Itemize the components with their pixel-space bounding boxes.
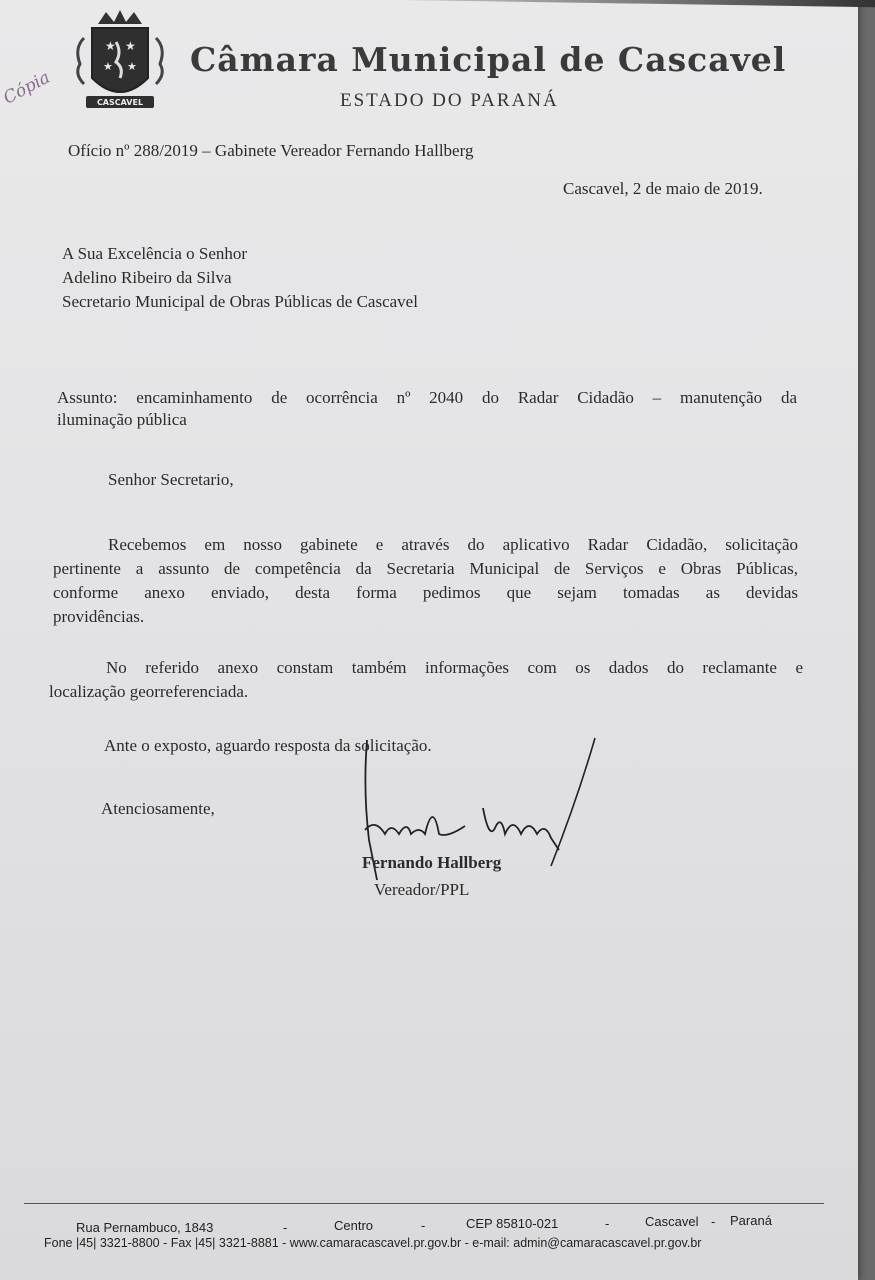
- copy-annotation: Cópia: [0, 67, 54, 109]
- svg-text:★: ★: [125, 39, 136, 53]
- footer-contact: Fone |45| 3321-8800 - Fax |45| 3321-8881 - www.camaracascavel.pr.gov.br - e-mail: admin@camaracascavel.pr.gov.br: [44, 1236, 702, 1250]
- council-title: Câmara Municipal de Cascavel: [190, 40, 787, 79]
- svg-text:★: ★: [105, 39, 116, 53]
- subject-line-2: iluminação pública: [57, 410, 187, 429]
- footer-separator: -: [711, 1214, 716, 1229]
- footer-cep: CEP 85810-021: [466, 1216, 559, 1231]
- paragraph-1-line-1: Recebemos em nosso gabinete e através do aplicativo Radar Cidadão, solicitação: [108, 535, 798, 554]
- paragraph-1-line-2: pertinente a assunto de competência da Secretaria Municipal de Serviços e Obras Públicas,: [53, 559, 798, 578]
- municipal-crest-icon: [70, 8, 170, 116]
- office-reference: Ofício nº 288/2019 – Gabinete Vereador Fernando Hallberg: [68, 141, 474, 160]
- paragraph-1-line-4: providências.: [53, 607, 145, 626]
- footer-state: Paraná: [730, 1213, 772, 1228]
- paragraph-2-line-2: localização georreferenciada.: [49, 682, 249, 701]
- subject-line-1: Assunto: encaminhamento de ocorrência nº 2040 do Radar Cidadão – manutenção da: [57, 388, 797, 407]
- footer-divider: [24, 1203, 824, 1204]
- recipient-line-2: Adelino Ribeiro da Silva: [62, 268, 232, 287]
- salutation: Senhor Secretario,: [108, 470, 234, 489]
- signer-role: Vereador/PPL: [374, 880, 470, 899]
- closing-request: Ante o exposto, aguardo resposta da solicitação.: [104, 736, 432, 755]
- footer-separator: -: [283, 1220, 288, 1235]
- recipient-line-3: Secretario Municipal de Obras Públicas de Cascavel: [62, 292, 418, 311]
- letter-date: Cascavel, 2 de maio de 2019.: [563, 179, 763, 198]
- recipient-line-1: A Sua Excelência o Senhor: [62, 244, 248, 263]
- svg-text:★: ★: [103, 60, 113, 73]
- footer-city: Cascavel: [645, 1214, 699, 1229]
- paragraph-2-line-1: No referido anexo constam também informações com os dados do reclamante e: [106, 658, 803, 677]
- crest-label: CASCAVEL: [96, 98, 144, 107]
- footer-address: Rua Pernambuco, 1843: [76, 1220, 214, 1235]
- state-subtitle: ESTADO DO PARANÁ: [340, 90, 559, 111]
- closing: Atenciosamente,: [101, 799, 215, 818]
- paragraph-1-line-3: conforme anexo enviado, desta forma pedimos que sejam tomadas as devidas: [53, 583, 798, 602]
- footer-district: Centro: [334, 1218, 374, 1233]
- signer-name: Fernando Hallberg: [362, 853, 502, 872]
- svg-text:★: ★: [127, 60, 137, 73]
- footer-separator: -: [421, 1218, 426, 1233]
- footer-separator: -: [605, 1216, 610, 1231]
